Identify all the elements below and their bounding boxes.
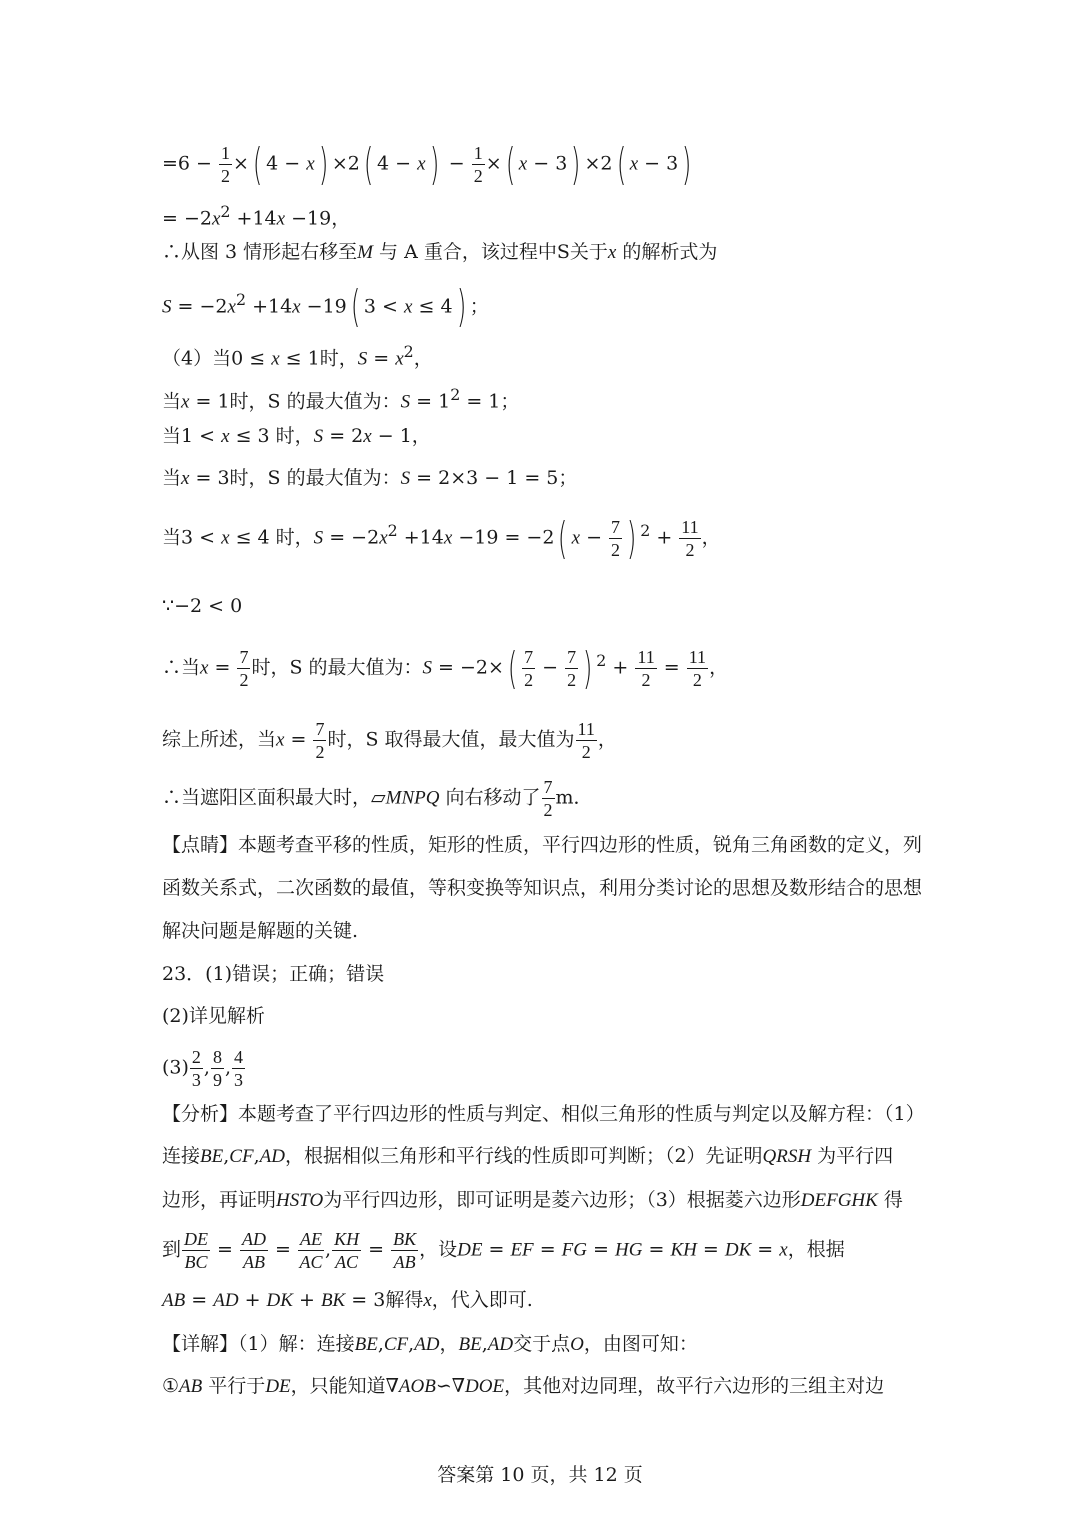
q23-answer-2: (2)详见解析 (162, 1005, 265, 1027)
q23-answer-3: (3) $\frac{2}{3}$ , $\frac{8}{9}$ , $\frac{4}{3}$ (162, 1047, 244, 1090)
formula-line-12: 综上所述，当x = $\frac{7}{2}$ 时，S 取得最大值，最大值为 $\frac{11}{2}$ ， (162, 719, 617, 762)
formula-line-11: ∴当x = $\frac{7}{2}$ 时，S 的最大值为：S = −2×( $\frac{7}{2}$ − $\frac{7}{2}$ ) $^2$ + $\frac{11}{2}$ = $\frac{11}{2}$ ， (162, 642, 729, 694)
page-footer: 答案第 10 页，共 12 页 (437, 1464, 643, 1486)
item-1-line: ①AB 平行于DE，只能知道∇AOB∽∇DOE，其他对边同理，故平行六边形的三组主对边 (162, 1375, 885, 1397)
dianjing-paragraph: 【点睛】本题考查平移的性质，矩形的性质，平行四边形的性质，锐角三角函数的定义，列函数关系式，二次函数的最值，等积变换等知识点，利用分类讨论的思想及数形结合的思想解决问题是解题的关键. (162, 834, 923, 942)
formula-line-9: 当3 < x ≤ 4 时，$S = -2x^2 +14x -19 = -2$( x − $\frac{7}{2}$ ) $^2$ + $\frac{11}{2}$ ， (162, 512, 721, 564)
formula-line-2: = $-2x^2 +14x -19$， (162, 202, 351, 230)
formula-line-4: $S = -2x^2 +14x -19$( 3 < x ≤ 4) ； (162, 281, 489, 333)
q23-answer-1: 23．(1)错误；正确；错误 (162, 963, 385, 985)
fenxi-line-4: 到 $\frac{DE}{BC}$ = $\frac{AD}{AB}$ = $\frac{AE}{AC}$ , $\frac{KH}{AC}$ = $\frac{BK}{AB}$ ，设DE = EF = FG = HG = KH = DK = x，根据 (162, 1229, 845, 1272)
text-line-6: 当x = 1时，S 的最大值为：$S = 1^2 = 1$； (162, 385, 520, 413)
fenxi-line-1: 【分析】本题考查了平行四边形的性质与判定、相似三角形的性质与判定以及解方程：（1） (162, 1103, 925, 1125)
formula-line-1: =6 − $\frac{1}{2}$ ×( 4 − x) ×2( 4 − x) − $\frac{1}{2}$ ×( x − 3) ×2( x − 3) (162, 138, 692, 190)
formula-line-13: ∴当遮阳区面积最大时，▱MNPQ 向右移动了 $\frac{7}{2}$ m． (162, 777, 593, 820)
fenxi-line-2: 连接BE,CF,AD，根据相似三角形和平行线的性质即可判断；（2）先证明QRSH 为平行四 (162, 1145, 894, 1167)
fenxi-line-5: AB = AD + DK + BK = 3解得x，代入即可. (162, 1289, 533, 1311)
text-line-10: ∵−2 < 0 (162, 595, 243, 617)
xiangjie-line: 【详解】（1）解：连接BE,CF,AD，BE,AD交于点O，由图可知： (162, 1333, 698, 1355)
fenxi-line-3: 边形，再证明HSTO为平行四边形，即可证明是菱六边形；（3）根据菱六边形DEFGHK 得 (162, 1189, 903, 1211)
text-line-8: 当x = 3时，S 的最大值为：S = 2×3 − 1 = 5； (162, 467, 578, 489)
text-line-3: ∴从图 3 情形起右移至M 与 A 重合，该过程中S关于x 的解析式为 (162, 241, 718, 263)
text-line-7: 当1 < x ≤ 3 时，S = 2x − 1， (162, 425, 431, 447)
text-line-5: （4）当0 ≤ x ≤ 1时，$S = x^2$， (162, 342, 433, 370)
